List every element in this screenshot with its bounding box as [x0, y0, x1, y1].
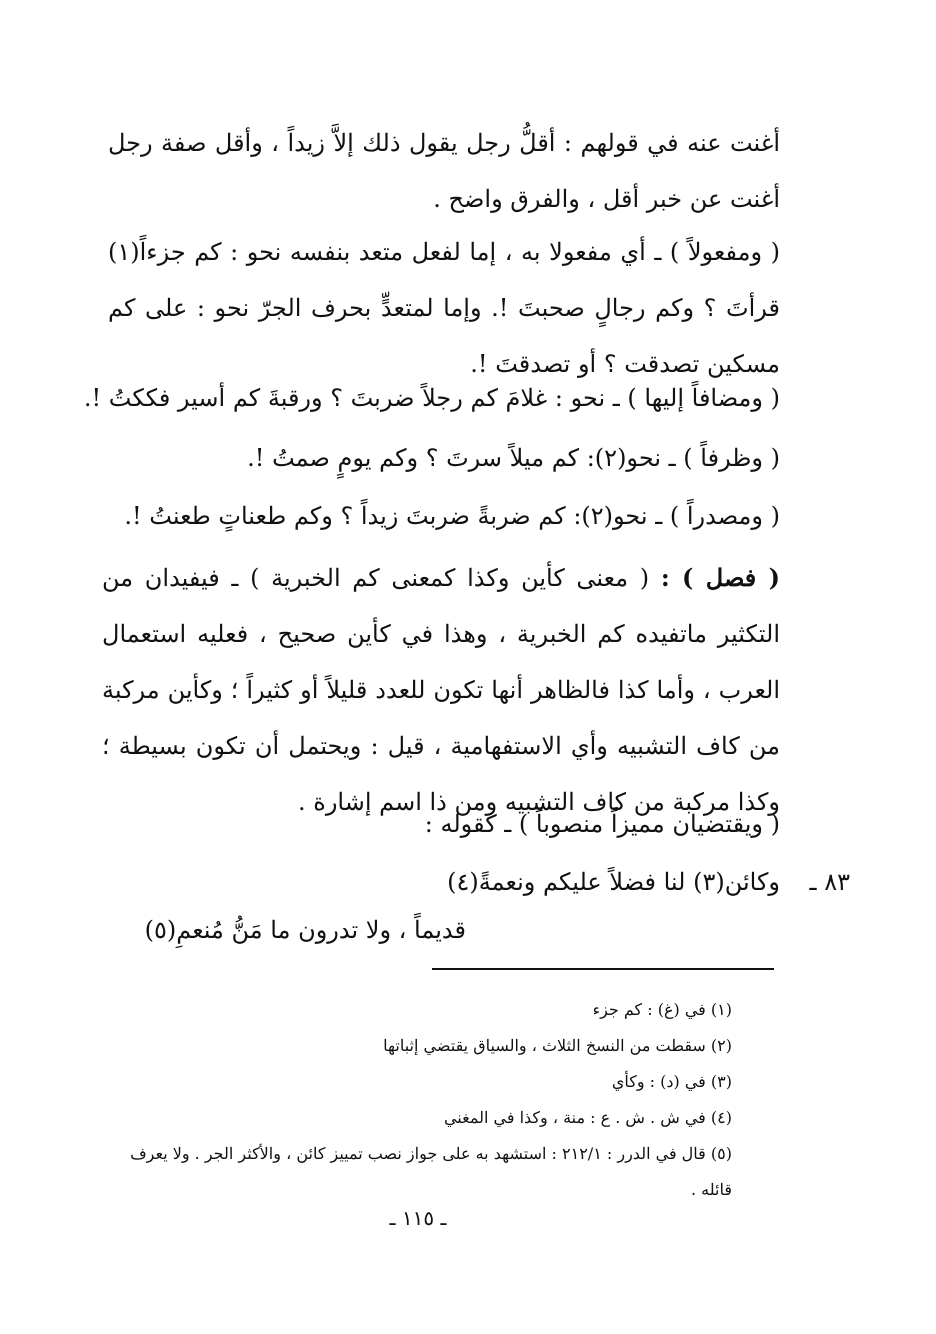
footnote-3: (٣) في (د) : وكأي	[611, 1072, 732, 1091]
footnote-5: (٥) قال في الدرر : ٢١٢/١ : استشهد به على جواز نصب تمييز كائن ، والأكثر الجر . ولا يعرف قائله .	[130, 1144, 732, 1199]
footnote-separator	[432, 968, 774, 970]
verse-second-half: قديماً ، ولا تدرون ما مَنُّ مُنعمِ(٥)	[144, 916, 466, 944]
footnote-4: (٤) في ش . ش . ع : منة ، وكذا في المغني	[443, 1108, 732, 1127]
paragraph-intro-verse: ( ويقتضيان مميزاً منصوباً ) ـ كقوله :	[424, 810, 780, 838]
page-number: ـ ١١٥ ـ	[389, 1206, 447, 1230]
paragraph-1: أغنت عنه في قولهم : أقلُّ رجل يقول ذلك إلاَّ زيداً ، وأقل صفة رجل أغنت عن خبر أقل ، والفرق واضح .	[108, 129, 780, 213]
footnote-2: (٢) سقطت من النسخ الثلاث ، والسياق يقتضي إثباتها	[383, 1036, 732, 1055]
footnotes	[100, 992, 732, 1208]
paragraph-mudaf: ( ومضافاً إليها ) ـ نحو : غلامَ كم رجلاً ضربتَ ؟ ورقبةَ كم أسير فككتُ !.	[83, 384, 780, 412]
verse-first-half: وكائن(٣) لنا فضلاً عليكم ونعمةً(٤)	[447, 868, 780, 896]
footnote-1: (١) في (غ) : كم جزء	[592, 1000, 732, 1019]
paragraph-masdar: ( ومصدراً ) ـ نحو(٢): كم ضربةً ضربتَ زيداً ؟ وكم طعناتٍ طعنتُ !.	[124, 502, 780, 530]
paragraph-object: ( ومفعولاً ) ـ أي مفعولا به ، إما لفعل متعد بنفسه نحو : كم جزءاً(١) قرأتَ ؟ وكم رجالٍ صحبتَ !. وإما لمتعدٍّ بحرف الجرّ نحو : على كم مسكين تصدقت ؟ أو تصدقتَ !.	[108, 238, 781, 378]
section-label: ( فصل ) :	[660, 563, 780, 592]
verse-number: ٨٣ ـ	[809, 868, 850, 896]
paragraph-zarf: ( وظرفاً ) ـ نحو(٢): كم ميلاً سرتَ ؟ وكم يومٍ صمتُ !.	[247, 444, 780, 472]
paragraph-fasl	[102, 550, 780, 830]
section-text: ( معنى كأين وكذا كمعنى كم الخبرية ) ـ فيفيدان من التكثير ماتفيده كم الخبرية ، وهذا في كأين صحيح ، فعليه استعمال العرب ، وأما كذا فالظاهر أنها تكون للعدد قليلاً أو كثيراً ؛ وكأين مركبة من كاف التشبيه وأي الاستفهامية ، قيل : ويحتمل أن تكون بسيطة ؛ وكذا مركبة من كاف التشبيه ومن ذا اسم إشارة .	[102, 564, 781, 816]
